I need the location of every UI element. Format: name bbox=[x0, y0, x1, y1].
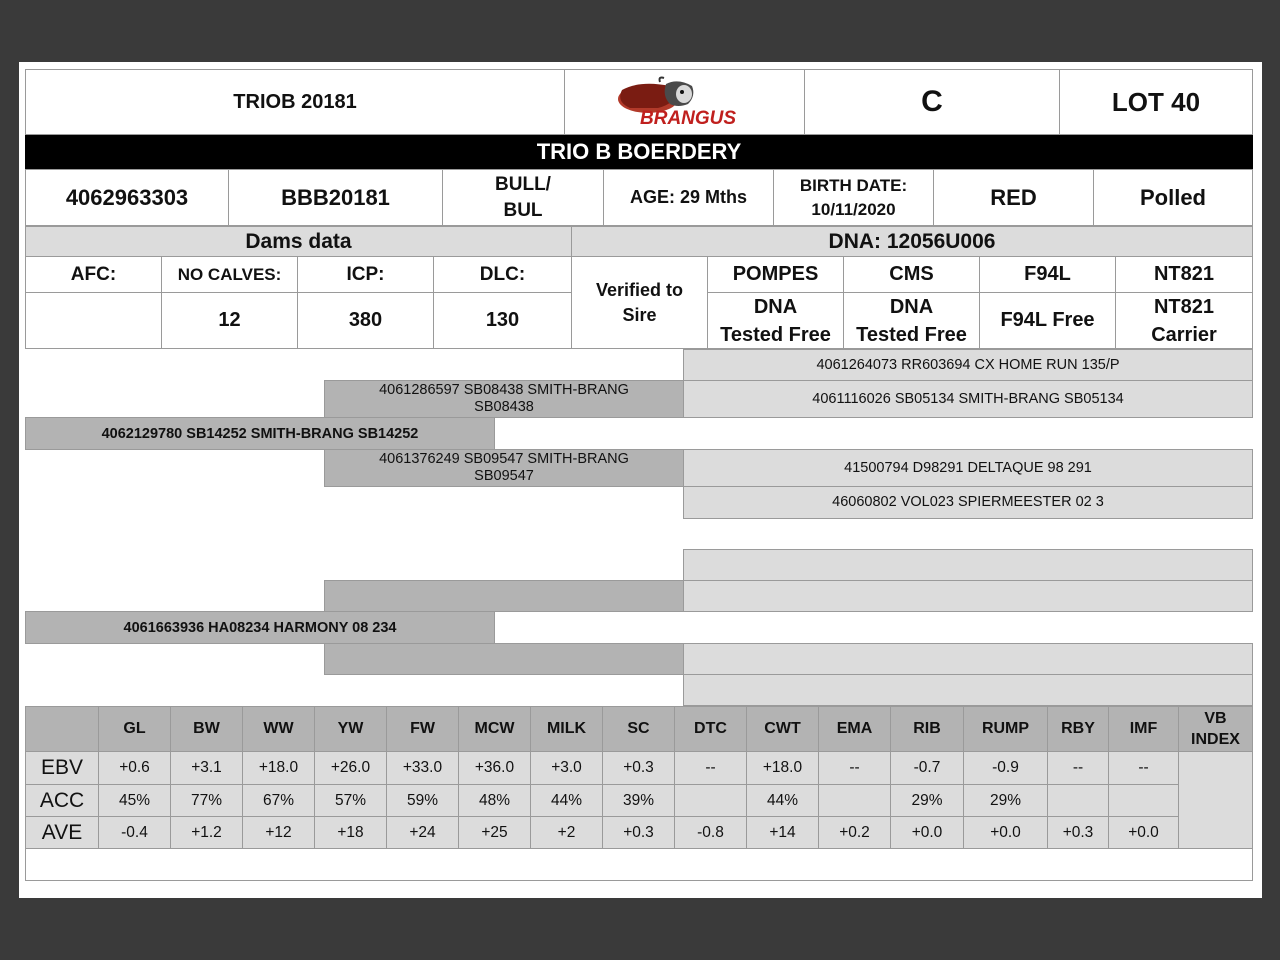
ebv-row-label-ave bbox=[26, 817, 99, 849]
ave-cell bbox=[675, 817, 747, 849]
dna-test-pompes-name bbox=[707, 256, 844, 293]
f94l-result-text: F94L Free bbox=[1000, 309, 1095, 331]
ebv-row-label-acc bbox=[26, 785, 99, 817]
ebv-row-label-ebv-text: EBV bbox=[40, 756, 84, 779]
ebv-value: +3.0 bbox=[551, 759, 582, 776]
ave-value: -0.8 bbox=[697, 823, 724, 841]
pompes-result-line2: Tested Free bbox=[720, 323, 831, 346]
pedigree-sire-dam bbox=[324, 449, 684, 487]
ave-cell bbox=[387, 817, 459, 849]
dam-label-calves bbox=[161, 256, 298, 293]
ebv-header-rump bbox=[964, 707, 1048, 752]
ave-value: +0.0 bbox=[990, 823, 1021, 841]
ebv-row-label-ave-text: AVE bbox=[41, 820, 83, 844]
pedigree-dam bbox=[25, 611, 495, 644]
dam-value-dlc-text: 130 bbox=[485, 309, 520, 331]
dam-value-icp bbox=[297, 292, 434, 349]
ebv-value: +0.6 bbox=[119, 759, 150, 776]
pedigree-sire-sire-text: 4061286597 SB08438 SMITH-BRANG SB08438 bbox=[379, 382, 629, 415]
ebv-value: +33.0 bbox=[402, 759, 443, 776]
ebv-header-yw bbox=[315, 707, 387, 752]
pedigree-sd-dam-text: 46060802 VOL023 SPIERMEESTER 02 3 bbox=[832, 494, 1104, 510]
ebv-header-sc bbox=[603, 707, 675, 752]
ebv-value: +3.1 bbox=[191, 759, 222, 776]
ebv-header-sc-text: SC bbox=[627, 720, 650, 737]
ebv-value: -0.9 bbox=[992, 759, 1019, 776]
pedigree-ds-sire bbox=[683, 549, 1253, 581]
acc-value: 77% bbox=[190, 791, 223, 809]
ebv-header-rump-text: RUMP bbox=[981, 720, 1030, 737]
sex-line2: BUL bbox=[503, 199, 543, 221]
verified-line2: Sire bbox=[622, 304, 657, 325]
ebv-row-label-acc-text: ACC bbox=[39, 788, 85, 812]
ave-cell bbox=[315, 817, 387, 849]
ebv-header-ema-text: EMA bbox=[836, 720, 873, 737]
ave-cell bbox=[891, 817, 964, 849]
ebv-header-ww-text: WW bbox=[263, 720, 294, 737]
acc-cell bbox=[891, 785, 964, 817]
pedigree-ss-dam bbox=[683, 380, 1253, 418]
ebv-value: -- bbox=[1072, 759, 1084, 776]
ebv-header-cwt-text: CWT bbox=[764, 720, 801, 737]
cms-result-line1: DNA bbox=[889, 295, 934, 318]
ebv-value: -- bbox=[849, 759, 860, 776]
ebv-value: +18.0 bbox=[762, 759, 803, 776]
ebv-header-vb-index bbox=[1179, 707, 1252, 752]
nt821-name-text: NT821 bbox=[1153, 263, 1215, 285]
ebv-value: -- bbox=[1138, 759, 1149, 776]
animal-id bbox=[228, 169, 443, 226]
lot-cell bbox=[1059, 69, 1253, 135]
ave-value: +12 bbox=[265, 823, 292, 841]
ave-cell bbox=[747, 817, 819, 849]
ebv-header-fw bbox=[387, 707, 459, 752]
acc-cell bbox=[1109, 785, 1179, 817]
ebv-header-bw bbox=[171, 707, 243, 752]
dam-label-icp bbox=[297, 256, 434, 293]
nt821-result-line1: NT821 bbox=[1153, 295, 1215, 318]
ebv-value: +26.0 bbox=[330, 759, 371, 776]
age-cell bbox=[603, 169, 774, 226]
ave-cell bbox=[1109, 817, 1179, 849]
dam-value-calves-text: 12 bbox=[218, 309, 241, 331]
ave-value: -0.4 bbox=[121, 823, 148, 841]
acc-cell bbox=[675, 785, 747, 817]
dam-value-dlc bbox=[433, 292, 572, 349]
ebv-value: -0.7 bbox=[913, 759, 941, 776]
pedigree-ss-sire bbox=[683, 349, 1253, 381]
sex-cell bbox=[442, 169, 604, 226]
ave-value: +1.2 bbox=[191, 823, 222, 841]
ave-cell bbox=[459, 817, 531, 849]
ebv-header-cwt bbox=[747, 707, 819, 752]
grade-text: C bbox=[921, 85, 943, 118]
acc-value: 48% bbox=[478, 791, 511, 809]
pedigree-dd-dam bbox=[683, 674, 1253, 706]
ebv-cell bbox=[964, 752, 1048, 785]
dams-data-title bbox=[25, 226, 572, 257]
ebv-cell bbox=[171, 752, 243, 785]
animal-id-text: BBB20181 bbox=[281, 184, 390, 210]
colour-text: RED bbox=[990, 184, 1037, 210]
grade-cell bbox=[804, 69, 1060, 135]
colour-cell bbox=[933, 169, 1094, 226]
pompes-result-line1: DNA bbox=[753, 295, 798, 318]
dams-data-title-text: Dams data bbox=[245, 229, 352, 253]
ebv-header-milk bbox=[531, 707, 603, 752]
ebv-header-dtc bbox=[675, 707, 747, 752]
horn-status-text: Polled bbox=[1139, 184, 1206, 210]
breeder-name: TRIO B BOERDERY bbox=[536, 139, 742, 164]
ebv-cell bbox=[603, 752, 675, 785]
ave-value: +0.0 bbox=[1128, 823, 1159, 841]
dam-label-afc-text: AFC: bbox=[70, 263, 117, 285]
acc-cell bbox=[964, 785, 1048, 817]
ebv-header-rby-text: RBY bbox=[1061, 720, 1095, 737]
ebv-value: +36.0 bbox=[474, 759, 515, 776]
ebv-table bbox=[25, 706, 1253, 881]
acc-cell bbox=[819, 785, 891, 817]
acc-value: 29% bbox=[911, 791, 943, 809]
pedigree-dam-dam bbox=[324, 643, 684, 675]
verified-to-sire bbox=[571, 256, 708, 349]
acc-value: 29% bbox=[989, 791, 1022, 809]
ebv-header-fw-text: FW bbox=[410, 720, 435, 737]
acc-cell bbox=[531, 785, 603, 817]
ebv-header-ema bbox=[819, 707, 891, 752]
ebv-corner-cell bbox=[26, 707, 99, 752]
ave-value: +2 bbox=[557, 823, 576, 841]
dam-label-icp-text: ICP: bbox=[346, 263, 385, 285]
pedigree-ss-sire-text: 4061264073 RR603694 CX HOME RUN 135/P bbox=[816, 356, 1120, 373]
pedigree-dam-sire bbox=[324, 580, 684, 612]
ebv-header-rib-text: RIB bbox=[913, 720, 941, 737]
birth-date-value: 10/11/2020 bbox=[811, 199, 896, 219]
ebv-header-bw-text: BW bbox=[193, 720, 220, 737]
acc-cell bbox=[387, 785, 459, 817]
lot-card bbox=[19, 62, 1262, 898]
ebv-header-imf-text: IMF bbox=[1129, 720, 1158, 737]
ave-value: +0.0 bbox=[911, 823, 943, 841]
pedigree-sire-text: 4062129780 SB14252 SMITH-BRANG SB14252 bbox=[101, 425, 419, 442]
ebv-header-ww bbox=[243, 707, 315, 752]
ebv-header-imf bbox=[1109, 707, 1179, 752]
ebv-header-gl-text: GL bbox=[123, 720, 146, 737]
dam-label-afc bbox=[25, 256, 162, 293]
dam-value-icp-text: 380 bbox=[348, 309, 383, 331]
dna-test-cms-name bbox=[843, 256, 980, 293]
dna-test-pompes-result bbox=[707, 292, 844, 349]
ave-value: +0.3 bbox=[1062, 823, 1094, 841]
ave-cell bbox=[1048, 817, 1109, 849]
ebv-cell bbox=[315, 752, 387, 785]
reference-cell bbox=[25, 69, 565, 135]
reference-text: TRIOB 20181 bbox=[233, 90, 357, 113]
ave-cell bbox=[603, 817, 675, 849]
ebv-cell bbox=[1048, 752, 1109, 785]
acc-value: 67% bbox=[262, 791, 295, 809]
pedigree-sd-sire bbox=[683, 449, 1253, 487]
pedigree-dd-sire bbox=[683, 643, 1253, 675]
ebv-cell bbox=[891, 752, 964, 785]
ebv-cell bbox=[459, 752, 531, 785]
sex-line1: BULL/ bbox=[495, 173, 551, 195]
pedigree-sd-dam bbox=[683, 486, 1253, 519]
ebv-cell bbox=[387, 752, 459, 785]
dam-label-calves-text: NO CALVES: bbox=[177, 264, 282, 284]
ebv-index-body bbox=[1178, 752, 1252, 849]
acc-value: 45% bbox=[118, 791, 151, 809]
dna-test-nt821-name bbox=[1115, 256, 1253, 293]
registration-number-text: 4062963303 bbox=[65, 184, 189, 210]
ebv-header-rby bbox=[1048, 707, 1109, 752]
ave-value: +14 bbox=[769, 823, 796, 841]
ebv-header-milk-text: MILK bbox=[546, 720, 587, 737]
dna-title bbox=[571, 226, 1253, 257]
dam-value-afc bbox=[25, 292, 162, 349]
acc-cell bbox=[1048, 785, 1109, 817]
acc-cell bbox=[747, 785, 819, 817]
pedigree-ss-dam-text: 4061116026 SB05134 SMITH-BRANG SB05134 bbox=[812, 390, 1124, 407]
dam-label-dlc bbox=[433, 256, 572, 293]
dam-value-calves bbox=[161, 292, 298, 349]
ebv-cell bbox=[819, 752, 891, 785]
f94l-name-text: F94L bbox=[1024, 263, 1071, 285]
ebv-header-gl bbox=[99, 707, 171, 752]
acc-cell bbox=[603, 785, 675, 817]
dna-title-text: DNA: 12056U006 bbox=[828, 229, 996, 253]
pedigree-sire-dam-text: 4061376249 SB09547 SMITH-BRANG SB09547 bbox=[379, 451, 629, 484]
acc-cell bbox=[315, 785, 387, 817]
ave-value: +0.2 bbox=[839, 823, 870, 841]
dna-test-f94l-name bbox=[979, 256, 1116, 293]
age-text: AGE: 29 Mths bbox=[629, 187, 748, 207]
pedigree-sd-sire-text: 41500794 D98291 DELTAQUE 98 291 bbox=[844, 459, 1092, 476]
lot-text: LOT 40 bbox=[1111, 86, 1201, 117]
nt821-result-line2: Carrier bbox=[1151, 323, 1217, 346]
vb-index-line2: INDEX bbox=[1191, 731, 1240, 748]
acc-cell bbox=[243, 785, 315, 817]
ebv-header-rib bbox=[891, 707, 964, 752]
dna-test-nt821-result bbox=[1115, 292, 1253, 349]
pedigree-ds-dam bbox=[683, 580, 1253, 612]
pedigree-sire-sire bbox=[324, 380, 684, 418]
ebv-cell bbox=[531, 752, 603, 785]
ebv-cell bbox=[99, 752, 171, 785]
pompes-name-text: POMPES bbox=[732, 263, 819, 285]
logo-cell bbox=[564, 69, 805, 135]
cms-result-line2: Tested Free bbox=[856, 323, 967, 346]
acc-cell bbox=[99, 785, 171, 817]
acc-value: 39% bbox=[622, 791, 655, 809]
ave-value: +24 bbox=[409, 823, 436, 841]
ebv-cell bbox=[1109, 752, 1179, 785]
vb-index-line1: VB bbox=[1204, 710, 1227, 727]
birth-date-cell bbox=[773, 169, 934, 226]
horn-status-cell bbox=[1093, 169, 1253, 226]
ebv-value: +0.3 bbox=[623, 759, 654, 776]
ave-value: +0.3 bbox=[623, 823, 654, 841]
acc-cell bbox=[171, 785, 243, 817]
dam-label-dlc-text: DLC: bbox=[479, 263, 526, 285]
acc-value: 44% bbox=[766, 791, 799, 809]
ebv-header-dtc-text: DTC bbox=[694, 720, 727, 737]
acc-value: 59% bbox=[406, 791, 439, 809]
pedigree-dam-text: 4061663936 HA08234 HARMONY 08 234 bbox=[123, 619, 397, 636]
birth-date-label: BIRTH DATE: bbox=[799, 175, 908, 195]
ave-cell bbox=[819, 817, 891, 849]
dna-test-cms-result bbox=[843, 292, 980, 349]
ave-cell bbox=[171, 817, 243, 849]
ebv-header-mcw bbox=[459, 707, 531, 752]
ebv-value: +18.0 bbox=[258, 759, 299, 776]
cms-name-text: CMS bbox=[889, 263, 934, 285]
ebv-value: -- bbox=[705, 759, 716, 776]
ave-value: +25 bbox=[481, 823, 508, 841]
ave-cell bbox=[531, 817, 603, 849]
registration-number bbox=[25, 169, 229, 226]
acc-value: 57% bbox=[334, 791, 367, 809]
logo-text: BRANGUS bbox=[639, 108, 736, 129]
ave-cell bbox=[243, 817, 315, 849]
acc-value: 44% bbox=[550, 791, 583, 809]
ebv-header-mcw-text: MCW bbox=[474, 720, 515, 737]
breeder-bar bbox=[25, 135, 1253, 169]
ebv-row-label-ebv bbox=[26, 752, 99, 785]
ave-cell bbox=[964, 817, 1048, 849]
acc-cell bbox=[459, 785, 531, 817]
dna-test-f94l-result bbox=[979, 292, 1116, 349]
ebv-cell bbox=[243, 752, 315, 785]
pedigree-sire bbox=[25, 417, 495, 450]
verified-line1: Verified to bbox=[595, 279, 684, 300]
ave-cell bbox=[99, 817, 171, 849]
ebv-header-yw-text: YW bbox=[337, 720, 364, 737]
brangus-logo-icon bbox=[600, 74, 770, 130]
ebv-cell bbox=[675, 752, 747, 785]
ebv-cell bbox=[747, 752, 819, 785]
ave-value: +18 bbox=[337, 823, 364, 841]
